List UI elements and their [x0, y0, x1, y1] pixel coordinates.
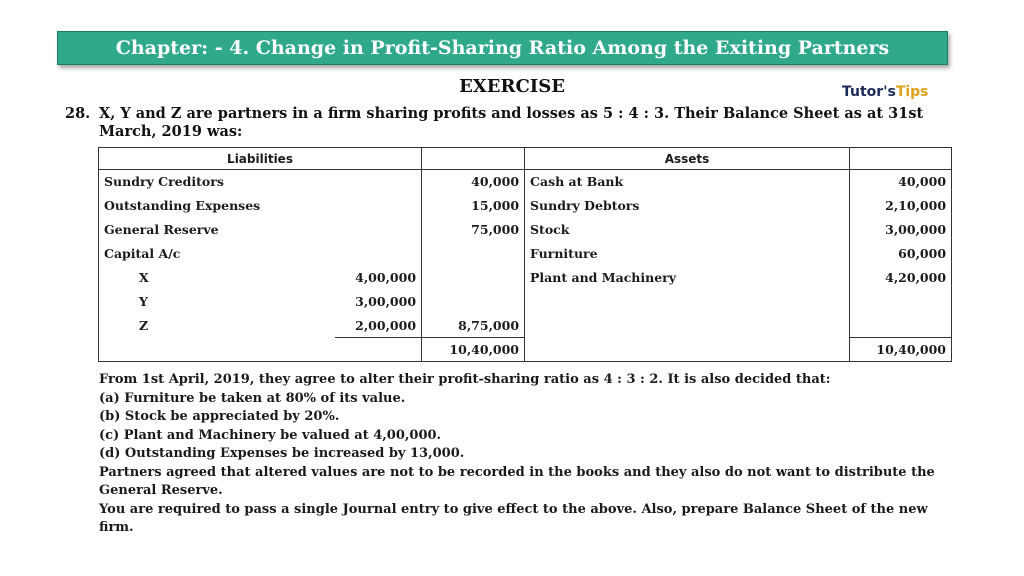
asset-name: Sundry Debtors: [525, 194, 850, 218]
liability-name: Outstanding Expenses: [99, 194, 335, 218]
partner-capital: 4,00,000: [335, 266, 422, 290]
total-spacer: [99, 338, 335, 362]
asset-amount: [850, 290, 952, 314]
asset-name: Plant and Machinery: [525, 266, 850, 290]
total-assets: 10,40,000: [850, 338, 952, 362]
note-line: From 1st April, 2019, they agree to alter their profit-sharing ratio as 4 : 3 : 2. It is also decided that:: [99, 372, 831, 387]
liability-sub-amount: [335, 170, 422, 194]
asset-name: [525, 290, 850, 314]
note-line: (c) Plant and Machinery be valued at 4,00,000.: [99, 427, 442, 443]
liability-sub-amount: [335, 242, 422, 266]
liability-amount: 75,000: [422, 218, 525, 242]
asset-amount: [850, 314, 952, 338]
note-line: (a) Furniture be taken at 80% of its value.: [99, 390, 406, 406]
question-text: X, Y and Z are partners in a firm sharing profits and losses as 5 : 4 : 3. Their Balance Sheet as at 31st March, 2019 was:: [99, 105, 924, 140]
total-row: [99, 338, 952, 362]
capital-total: 8,75,000: [422, 314, 525, 338]
balance-sheet-table: [98, 147, 952, 362]
logo-text-tips: Tips: [895, 84, 929, 100]
note-line: You are required to pass a single Journal entry to give effect to the above. Also, prepare Balance Sheet of the new firm.: [99, 501, 928, 535]
table-row: [99, 194, 952, 218]
asset-amount: 40,000: [850, 170, 952, 194]
asset-name: Cash at Bank: [525, 170, 850, 194]
liability-name: Capital A/c: [99, 242, 335, 266]
asset-amount: 60,000: [850, 242, 952, 266]
liability-sub-amount: [335, 194, 422, 218]
note-line: (d) Outstanding Expenses be increased by 13,000.: [99, 446, 465, 461]
liability-amount: [422, 290, 525, 314]
liability-name: Sundry Creditors: [99, 170, 335, 194]
liabilities-header: Liabilities: [99, 148, 422, 170]
partner-name: Y: [99, 290, 335, 314]
liability-amount: 15,000: [422, 194, 525, 218]
table-row: [99, 242, 952, 266]
chapter-banner: [57, 31, 948, 65]
asset-name: Stock: [525, 218, 850, 242]
exercise-heading: EXERCISE: [459, 76, 565, 97]
liability-name: General Reserve: [99, 218, 335, 242]
asset-amount: 4,20,000: [850, 266, 952, 290]
table-header-row: [99, 148, 952, 170]
asset-name: [525, 314, 850, 338]
partner-name: X: [99, 266, 335, 290]
asset-amount: 2,10,000: [850, 194, 952, 218]
liability-amount: [422, 266, 525, 290]
liability-amount: [422, 242, 525, 266]
tutors-tips-logo: [842, 78, 929, 100]
table-row: [99, 170, 952, 194]
total-spacer: [525, 338, 850, 362]
total-spacer: [335, 338, 422, 362]
partner-name: Z: [99, 314, 335, 338]
asset-name: Furniture: [525, 242, 850, 266]
table-row: [99, 218, 952, 242]
question-notes: [99, 371, 949, 538]
total-liabilities: 10,40,000: [422, 338, 525, 362]
note-line: Partners agreed that altered values are not to be recorded in the books and they also do not want to distribute the General Reserve.: [99, 464, 935, 498]
note-line: (b) Stock be appreciated by 20%.: [99, 409, 340, 424]
table-row: [99, 266, 952, 290]
chapter-title: Chapter: - 4. Change in Profit-Sharing Ratio Among the Exiting Partners: [115, 37, 890, 59]
liabilities-amount-header: [422, 148, 525, 170]
liability-sub-amount: [335, 218, 422, 242]
partner-capital: 3,00,000: [335, 290, 422, 314]
table-row: [99, 314, 952, 338]
liability-amount: 40,000: [422, 170, 525, 194]
table-row: [99, 290, 952, 314]
logo-text-tutors: Tutor's: [842, 84, 896, 100]
partner-capital: 2,00,000: [335, 314, 422, 338]
asset-amount: 3,00,000: [850, 218, 952, 242]
assets-amount-header: [850, 148, 952, 170]
question-number: 28.: [65, 105, 91, 122]
assets-header: Assets: [525, 148, 850, 170]
